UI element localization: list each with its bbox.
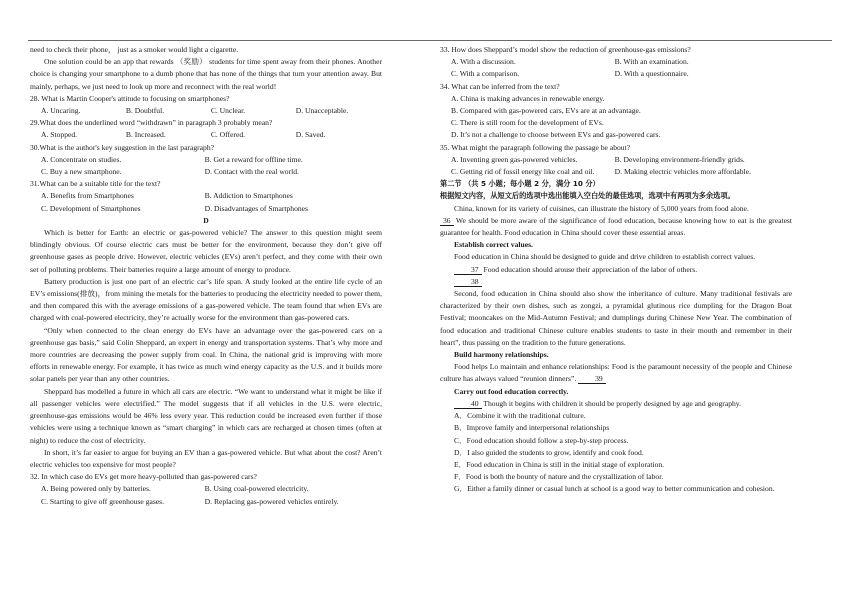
section2-title: 第二节 （共 5 小题；每小题 2 分，满分 10 分） [440, 179, 600, 189]
right-column [440, 44, 792, 496]
answer-option[interactable]: B. Compared with gas-powered cars, EVs are at an advantage. [451, 106, 641, 116]
answer-option[interactable]: A. Being powered only by batteries. [41, 484, 151, 494]
seven-p3: Second, food education in China should also show the inheritance of culture. Many traditional festivals are characterized by their own dishes, such as zongzi, a pyramidal glutinous rice dumpling for the Dragon Boat Festival; mooncakes on the Mid-Autumn Festival; and dumplings during Chinese New Year. The combination of food education and traditional Chinese culture enables students to taste in their mouth and remember in their heart”, thus passing on the tradition to the future generations. [440, 289, 792, 347]
answer-option[interactable]: B. Developing environment-friendly grids. [614, 154, 745, 164]
answer-options [30, 154, 382, 178]
answer-option[interactable]: C. Getting rid of fossil energy like coal and oil. [451, 167, 595, 177]
answer-options [30, 190, 382, 214]
question-stem: 28. What is Martin Cooper's attitude to focusing on smartphones? [30, 93, 230, 103]
answer-option[interactable]: C. Development of Smartphones [41, 203, 141, 213]
intro-line: need to check their phone， just as a smoker would light a cigarette. [30, 45, 239, 54]
top-rule [28, 40, 832, 41]
questions-33-35 [440, 44, 792, 178]
answer-option[interactable]: A. Stopped. [41, 130, 78, 140]
question-stem: 34. What can be inferred from the text? [440, 81, 560, 91]
question-stem: 35. What might the paragraph following the passage be about? [440, 142, 631, 152]
answer-option[interactable]: B. Using coal-powered electricity. [204, 484, 309, 494]
answer-option[interactable]: D. Contact with the real world. [204, 167, 299, 177]
answer-option[interactable]: C. With a comparison. [451, 69, 520, 79]
seven-options [440, 410, 792, 495]
seven-after-36: We should be more aware of the significance of food education, because knowing how to eat is the greatest guarantee for health. Food education in China should cover these essential areas. [440, 215, 792, 238]
heading-relationships: Build harmony relationships. [454, 350, 549, 360]
blank-40[interactable]: 40 [454, 399, 482, 409]
heading-values: Establish correct values. [454, 240, 533, 250]
answer-option[interactable]: C. Unclear. [210, 106, 246, 116]
para-solution: One solution could be an app that rewards （奖励） students for time spent away from their phones. Another choice is changing your smartphone to a dumb phone that has none of the things that turn your attention away. But mainly, perhaps, we just need to look up more and reconnect with the real world! [30, 57, 382, 91]
answer-option[interactable]: D. With a questionnaire. [614, 69, 689, 79]
answer-options [440, 93, 792, 142]
answer-option[interactable]: B. Get a reward for offline time. [204, 154, 303, 164]
answer-options [30, 129, 382, 141]
answer-option[interactable]: C. Buy a new smartphone. [41, 167, 122, 177]
para-d4: Sheppard has modelled a future in which all cars are electric. “We want to understand what it might be like if all passenger vehicles were electrified.” The model suggests that if all vehicles in the U.S. were electric, greenhouse-gas emissions would be 46% less every year. This reduction could be increased even further if those vehicles were using a technique known as “smart charging” in which cars are recharged at chosen times (often at night) to reduce the cost of electricity. [30, 386, 382, 445]
answer-option[interactable]: C. Starting to give off greenhouse gases. [41, 496, 165, 506]
answer-option[interactable]: A. Inventing green gas-powered vehicles. [451, 154, 578, 164]
answer-option[interactable]: C. There is still room for the development of EVs. [451, 118, 604, 128]
para-d2: Battery production is just one part of an electric car’s life span. A study looked at the entire life cycle of an EV’s emissions(排放)，from mining the metals for the batteries to producing the electricity needed to power them, and then compared this with the average emissions of a gas-powered vehicle. The team found that when EVs are charged with coal-powered electricity, they’re actually worse for the environment than gas-powered cars. [30, 276, 382, 323]
seven-option[interactable]: E．Food education in China is still in the initial stage of exploration. [454, 459, 665, 469]
heading-carry-out: Carry out food education correctly. [454, 386, 569, 396]
question-stem: 29.What does the underlined word “withdrawn” in paragraph 3 probably mean? [30, 118, 273, 128]
answer-option[interactable]: D. Disadvantages of Smartphones [204, 203, 309, 213]
answer-option[interactable]: A. Benefits from Smartphones [41, 191, 134, 201]
answer-option[interactable]: B. Addiction to Smartphones [204, 191, 293, 201]
answer-options [30, 105, 382, 117]
seven-p1: Food education in China should be designed to guide and drive children to establish correct values. [454, 252, 756, 262]
seven-option[interactable]: C．Food education should follow a step-by-step process. [454, 435, 629, 445]
left-column [30, 44, 382, 508]
seven-option[interactable]: D．I also guided the students to grow, identify and cook food. [454, 447, 644, 457]
section2-instruction: 根据短文内容，从短文后的选项中选出能填入空白处的最佳选项，选项中有两项为多余选项。 [440, 191, 735, 201]
para-d1: Which is better for Earth: an electric or gas-powered vehicle? The answer to this question might seem blindingly obvious. Of course electric cars must be better for the environment, because they don’t give off greenhouse gases as people drive. However, electric vehicles (EVs) aren’t perfect, and they come with their own set of polluting problems. Their batteries require a large amount of energy to produce. [30, 228, 382, 274]
seven-option[interactable]: A．Combine it with the traditional culture. [454, 411, 586, 421]
answer-option[interactable]: C. Offered. [210, 130, 246, 140]
seven-option[interactable]: B．Improve family and interpersonal relationships [454, 423, 610, 433]
question-stem: 33. How does Sheppard’s model show the reduction of greenhouse-gas emissions? [440, 45, 691, 54]
seven-option[interactable]: G．Either a family dinner or casual lunch at school is a good way to better communication and cohesion. [454, 484, 775, 494]
answer-option[interactable]: A. Uncaring. [41, 106, 81, 116]
answer-option[interactable]: B. With an examination. [614, 57, 689, 67]
seven-p4: Food helps Lo maintain and enhance relationships: Food is the paramount necessity of the people and Chinese culture has always valued “reunion dinners”. [440, 362, 792, 384]
answer-options [30, 483, 382, 507]
para-d3: “Only when connected to the clean energy do EVs have an advantage over the gas-powered cars on a greenhouse gas basis,” said Colin Sheppard, an expert in energy and transportation systems. That’s why more and more countries are decreasing the power supply from coal. In China, the national grid is improving with more efforts in renewable energy. For example, it has twice as much wind energy capacity as the U.S. and it builds more solar panels per year than any other countries. [30, 325, 382, 384]
question-stem: 30.What is the author's key suggestion in the last paragraph? [30, 142, 214, 152]
questions-28-31 [30, 93, 382, 215]
blank-37[interactable]: 37 [454, 265, 482, 275]
question-stem: 31.What can be a suitable title for the text? [30, 179, 161, 189]
answer-options [440, 56, 792, 80]
seven-intro: China, known for its variety of cuisines, can illustrate the history of 5,000 years from food alone. [454, 203, 749, 213]
answer-option[interactable]: A. Concentrate on studies. [41, 154, 122, 164]
question-stem: 32. In which case do EVs get more heavy-polluted than gas-powered cars? [30, 472, 257, 482]
answer-option[interactable]: D. Making electric vehicles more affordable. [614, 167, 751, 177]
blank-38[interactable]: 38 [454, 277, 482, 287]
blank-39[interactable]: 39 [578, 374, 606, 384]
seven-after-40: Though it begins with children it should be properly designed by age and geography. [481, 398, 741, 408]
para-d5: In short, it’s far easier to argue for buying an EV than a gas-powered vehicle. But what about the cost? Aren’t electric vehicles too expensive for most people? [30, 447, 382, 469]
answer-option[interactable]: D. It’s not a challenge to choose between EVs and gas-powered cars. [451, 130, 661, 140]
seven-option[interactable]: F．Food is both the bounty of nature and the crystallization of labor. [454, 472, 664, 482]
answer-option[interactable]: D. Replacing gas-powered vehicles entirely. [204, 496, 339, 506]
answer-option[interactable]: D. Unacceptable. [295, 106, 349, 116]
answer-option[interactable]: A. With a discussion. [451, 57, 516, 67]
seven-after-37: Food education should arouse their appreciation of the labor of others. [481, 264, 698, 274]
answer-option[interactable]: B. Doubtful. [125, 106, 165, 116]
section-letter: D [203, 215, 209, 225]
answer-option[interactable]: D. Saved. [295, 130, 326, 140]
question-32 [30, 471, 382, 508]
answer-option[interactable]: A. China is making advances in renewable energy. [451, 93, 605, 103]
blank-36[interactable]: 36 [440, 216, 454, 226]
answer-options [440, 154, 792, 178]
answer-option[interactable]: B. Increased. [125, 130, 166, 140]
